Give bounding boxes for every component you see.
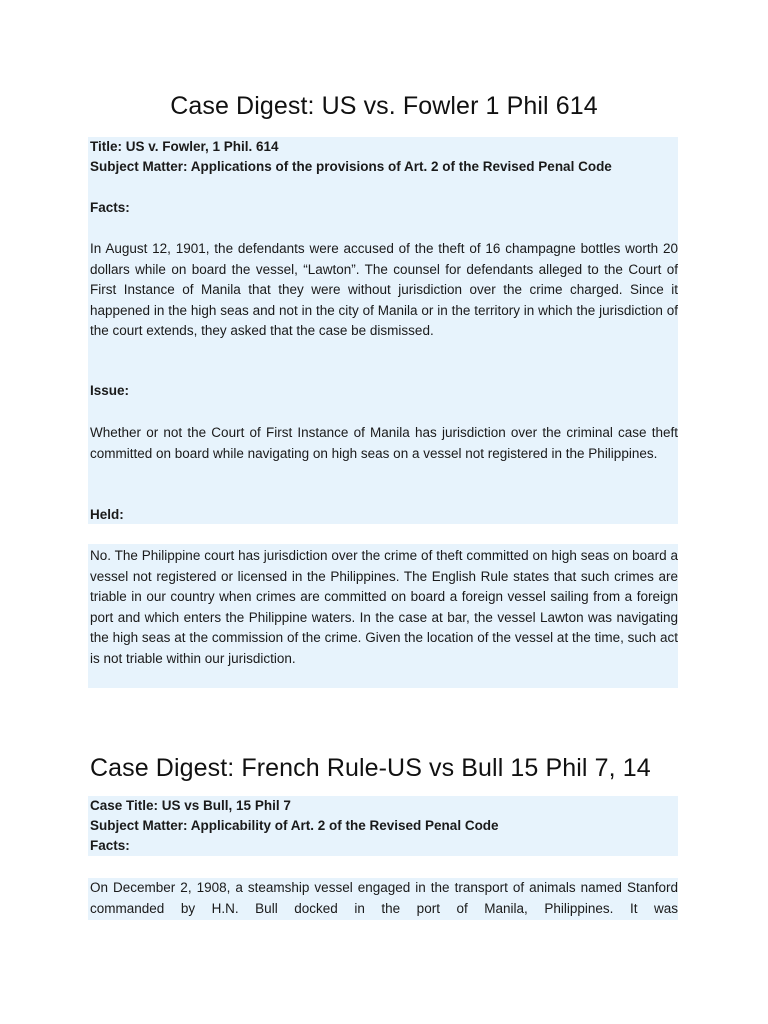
case2-facts-label: Facts: [90, 838, 130, 853]
case2-facts-text: On December 2, 1908, a steamship vessel engaged in the transport of animals named Stanford commanded by H.N. Bull docked in the port of Manila, Philippines. It was [90, 880, 678, 916]
case1-subject-line: Subject Matter: Applications of the provisions of Art. 2 of the Revised Penal Code [90, 159, 612, 174]
case2-title-line: Case Title: US vs Bull, 15 Phil 7 [90, 798, 291, 813]
case1-held-label: Held: [90, 507, 124, 522]
case1-facts-label: Facts: [90, 200, 130, 215]
case1-heading: Case Digest: US vs. Fowler 1 Phil 614 [170, 92, 598, 120]
case1-title-line: Title: US v. Fowler, 1 Phil. 614 [90, 139, 279, 154]
case1-facts-text: In August 12, 1901, the defendants were accused of the theft of 16 champagne bottles worth 20 dollars while on board the vessel, “Lawton”. The counsel for defendants alleged to the Court of First Instance of Manila that they were without jurisdiction over the crime charged. Since it happened in the high seas and not in the city of Manila or in the territory in which the jurisdiction of the court extends, they asked that the case be dismissed. [90, 241, 678, 338]
case1-issue-label: Issue: [90, 383, 130, 398]
case1-issue-text: Whether or not the Court of First Instance of Manila has jurisdiction over the criminal case theft committed on board while navigating on high seas on a vessel not registered in the Philippines. [90, 425, 678, 461]
case2-subject-line: Subject Matter: Applicability of Art. 2 of the Revised Penal Code [90, 818, 499, 833]
case1-held-text: No. The Philippine court has jurisdiction over the crime of theft committed on high seas on board a vessel not registered or licensed in the Philippines. The English Rule states that such crimes are triable in our country when crimes are committed on board a foreign vessel sailing from a foreign port and which enters the Philippine waters. In the case at bar, the vessel Lawton was navigating the high seas at the commission of the crime. Given the location of the vessel at the time, such act is not triable within our jurisdiction. [90, 548, 678, 666]
case2-heading: Case Digest: French Rule-US vs Bull 15 Phil 7, 14 [90, 754, 651, 782]
